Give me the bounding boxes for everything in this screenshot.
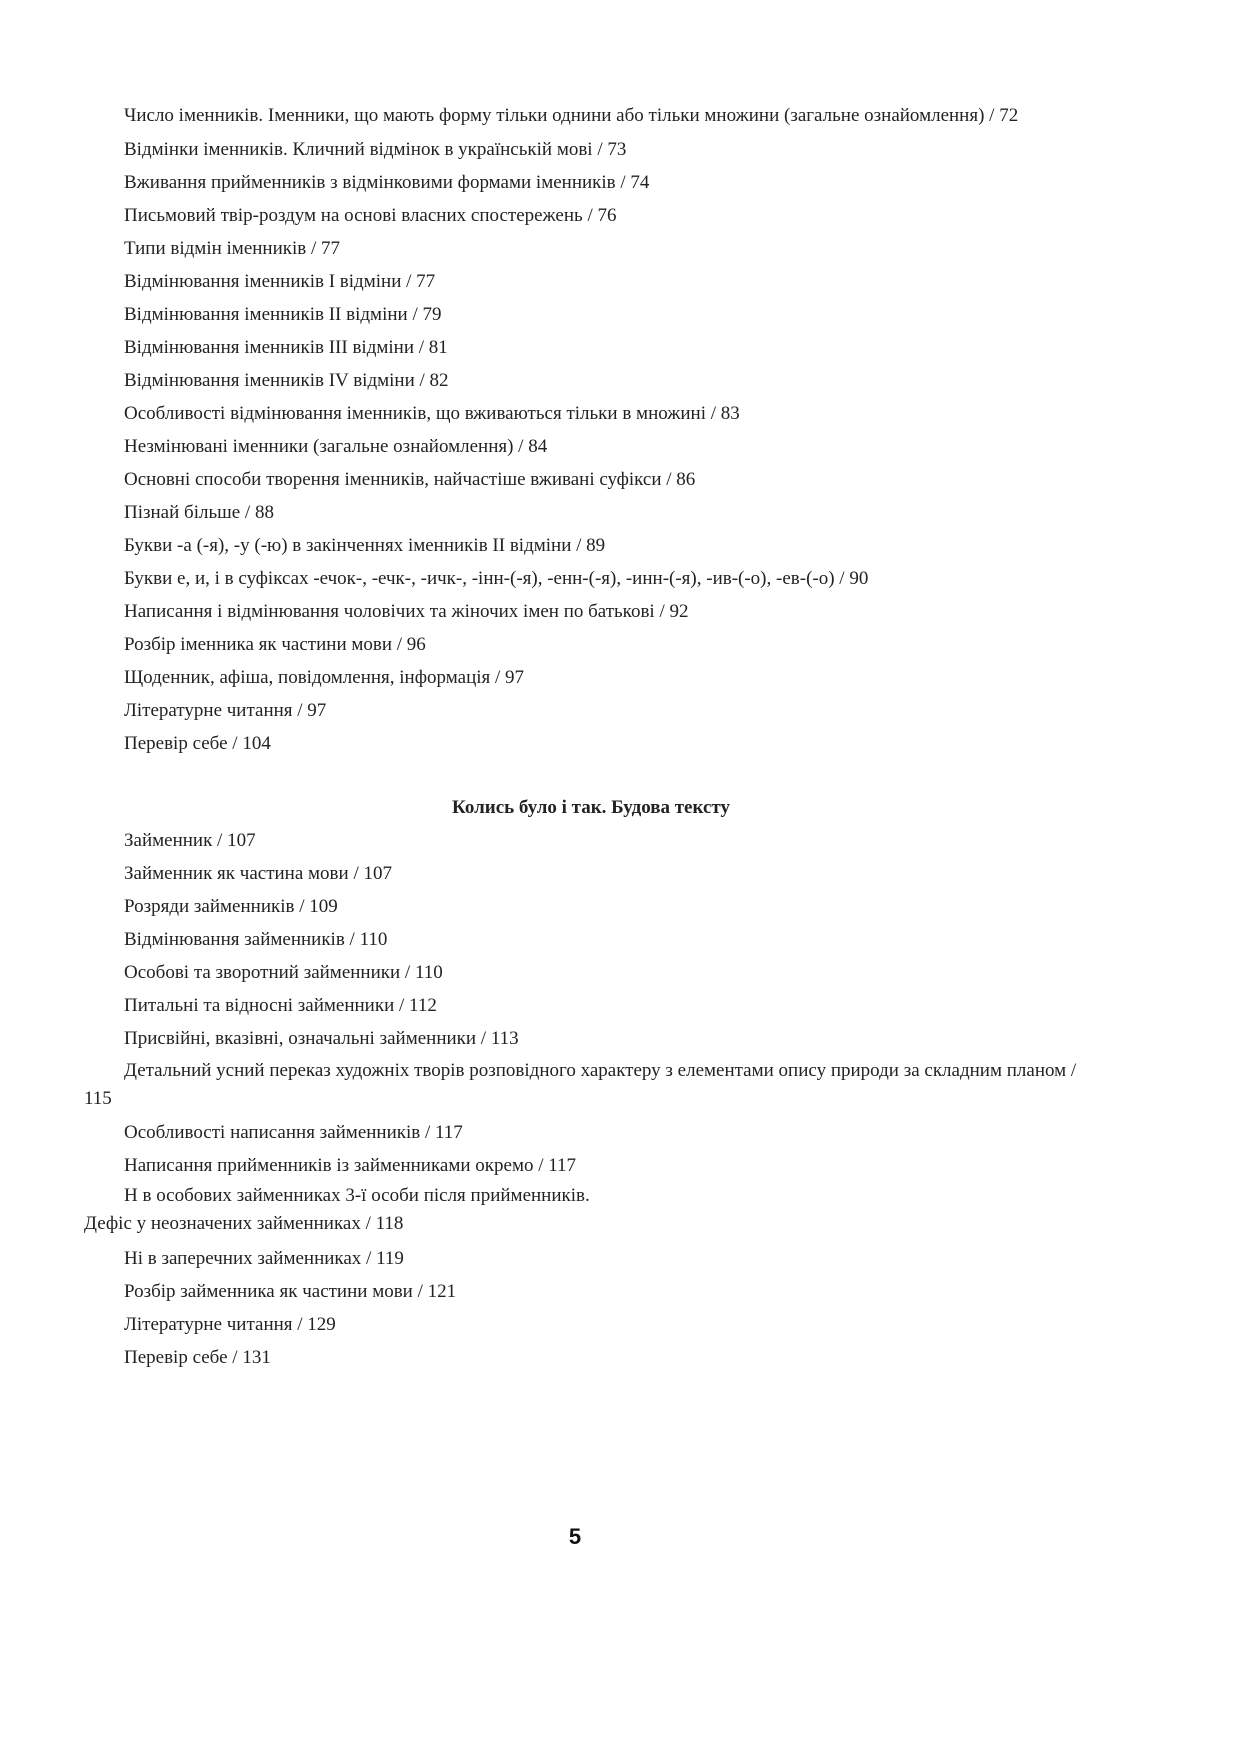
- toc-entry: Відмінювання іменників III відміни / 81: [124, 337, 448, 358]
- toc-entry: Букви е, и, і в суфіксах -ечок-, -ечк-, -ичк-, -інн-(-я), -енн-(-я), -инн-(-я), -ив-(-о), -ев-(-о) / 90: [124, 568, 869, 589]
- toc-entry: Відмінювання іменників II відміни / 79: [124, 304, 442, 325]
- toc-entry: Число іменників. Іменники, що мають форму тільки однини або тільки множини (загальне ознайомлення) / 72: [124, 105, 1019, 126]
- toc-entry: Відмінювання іменників IV відміни / 82: [124, 370, 449, 391]
- toc-entry: Незмінювані іменники (загальне ознайомлення) / 84: [124, 436, 548, 457]
- toc-entry: Присвійні, вказівні, означальні займенники / 113: [124, 1028, 519, 1049]
- toc-entry: Щоденник, афіша, повідомлення, інформація / 97: [124, 667, 525, 688]
- toc-entry: Літературне читання / 97: [124, 700, 327, 721]
- toc-entry: Ні в заперечних займенниках / 119: [124, 1248, 404, 1269]
- toc-entry: Основні способи творення іменників, найчастіше вживані суфікси / 86: [124, 469, 696, 490]
- toc-entry: Особливості відмінювання іменників, що вживаються тільки в множині / 83: [124, 403, 740, 424]
- toc-entry: Н в особових займенниках 3-ї особи після прийменників.: [124, 1185, 590, 1206]
- toc-entry: Розбір займенника як частини мови / 121: [124, 1281, 457, 1302]
- toc-entry: Особові та зворотний займенники / 110: [124, 962, 443, 983]
- section-title: Колись було і так. Будова тексту: [452, 797, 730, 818]
- toc-entry: Питальні та відносні займенники / 112: [124, 995, 437, 1016]
- toc-entry: Написання і відмінювання чоловічих та жіночих імен по батькові / 92: [124, 601, 689, 622]
- toc-entry: Перевір себе / 104: [124, 733, 271, 754]
- toc-entry: Пізнай більше / 88: [124, 502, 274, 523]
- toc-entry: Займенник / 107: [124, 830, 256, 851]
- toc-entry: Особливості написання займенників / 117: [124, 1122, 463, 1143]
- table-of-contents: [84, 100, 1084, 1374]
- toc-entry: Перевір себе / 131: [124, 1347, 271, 1368]
- toc-entry: Букви -а (-я), -у (-ю) в закінченнях іменників II відміни / 89: [124, 535, 606, 556]
- toc-entry: Відмінки іменників. Кличний відмінок в українській мові / 73: [124, 139, 627, 160]
- toc-entry: Розбір іменника як частини мови / 96: [124, 634, 426, 655]
- toc-entry: Літературне читання / 129: [124, 1314, 336, 1335]
- toc-entry-continuation: Дефіс у неозначених займенниках / 118: [84, 1213, 404, 1234]
- toc-entry: Займенник як частина мови / 107: [124, 863, 392, 884]
- toc-entry: Письмовий твір-роздум на основі власних спостережень / 76: [124, 205, 617, 226]
- toc-entry: Типи відмін іменників / 77: [124, 238, 341, 259]
- toc-entry: Відмінювання іменників I відміни / 77: [124, 271, 436, 292]
- toc-entry: Розряди займенників / 109: [124, 896, 338, 917]
- page-number: 5: [568, 1524, 582, 1549]
- toc-entry: Написання прийменників із займенниками окремо / 117: [124, 1155, 577, 1176]
- toc-entry: Відмінювання займенників / 110: [124, 929, 388, 950]
- toc-entry: Вживання прийменників з відмінковими формами іменників / 74: [124, 172, 650, 193]
- toc-entry: Детальний усний переказ художніх творів розповідного характеру з елементами опису природи за складним планом / 115: [84, 1060, 1077, 1109]
